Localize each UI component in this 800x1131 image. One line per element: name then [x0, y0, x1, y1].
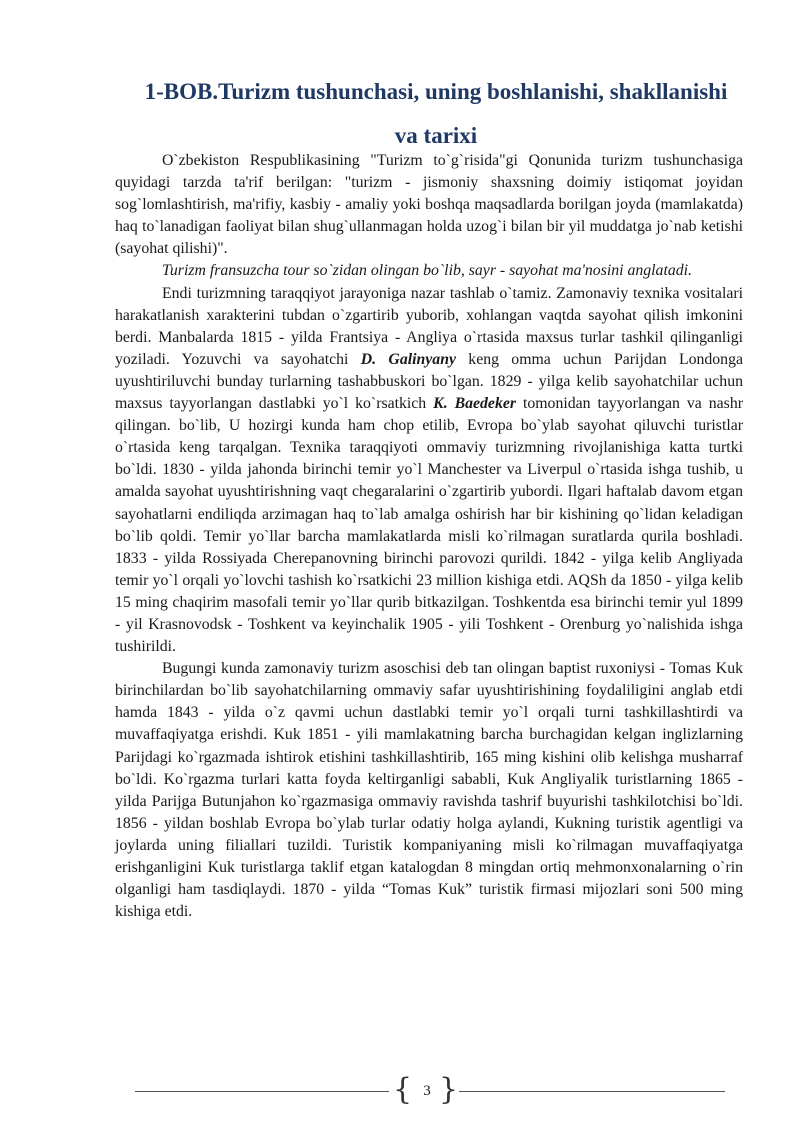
paragraph-history	[115, 283, 743, 659]
paragraph-law-definition: O`zbekiston Respublikasining "Turizm to`g`risida"gi Qonunida turizm tushunchasiga quyidagi tarzda ta'rif berilgan: "turizm - jismoniy shaxsning doimiy istiqomat joyidan sog`lomlashtirish, ma'rifiy, kasbiy - amaliy yoki boshqa maqsadlarda borilgan joyda (mamlakatda) haq to`lanadigan faoliyat bilan shug`ullanmagan holda uzog`i bilan bir yil muddatga jo`nab ketishi (sayohat qilishi)".	[115, 152, 743, 258]
paragraph-history-part-a: Endi turizmning taraqqiyot jarayoniga nazar tashlab o`tamiz. Zamonaviy texnika vositalari harakatlanish xarakterini tubdan o`zgartirib yuborib, xohlangan vaqtda sayohat qilish imkonini berdi. Manbalarda 1815 - yilda Frantsiya - Angliya o`rtasida maxsus turlar tashkil qilinganligi yoziladi. Yozuvchi va sayohatchi	[115, 284, 743, 368]
paragraph-history-part-b: keng omma uchun Parijdan Londonga uyushtiriluvchi bunday turlarning tashabbuskori bo`lgan. 1829 - yilga kelib sayohatchilar uchun maxsus tayyorlangan dastlabki yo`l ko`rsatkich	[115, 350, 743, 413]
chapter-title	[96, 70, 776, 158]
paragraph-history-part-c: tomonidan tayyorlangan va nashr qilingan. bo`lib, U hozirgi kunda ham chop etilib, Evropa bo`ylab sayohat qiluvchi turistlar o`rtasida keng tarqalgan. Texnika taraqqiyoti ommaviy turizmning rivojlanishiga katta turtki bo`ldi. 1830 - yilda jahonda birinchi temir yo`l Manchester va Liverpul o`rtasida ishga tushib, u amalda sayohat uyushtirishning vaqt chegaralarini o`zgartirib yubordi. Ilgari haftalab davom etgan sayohatlarni endiliqda arzimagan haq to`lab amalga oshirish har bir kishining qo`lidan keladigan bo`lib qoldi. Temir yo`llar barcha mamlakatlarda misli ko`rilmagan suratlarda qurila boshladi. 1833 - yilda Rossiyada Cherepanovning birinchi parovozi qurildi. 1842 - yilga kelib Angliyada temir yo`l orqali yo`lovchi tashish ko`rsatkichi 23 million kishiga etdi. AQSh da 1850 - yilga kelib 15 ming chaqirim masofali temir yo`llar qurib bitkazilgan. Toshkentda esa birinchi temir yul 1899 - yil Krasnovodsk - Toshkent va keyinchalik 1905 - yili Toshkent - Orenburg yo`nalishida ishga tushirildi.	[115, 395, 743, 656]
chapter-title-line-1: 1-BOB.Turizm tushunchasi, uning boshlanishi, shakllanishi	[144, 79, 728, 104]
paragraph-etymology: Turizm fransuzcha tour so`zidan olingan bo`lib, sayr - sayohat ma'nosini anglatadi.	[162, 262, 692, 280]
page-footer	[135, 1072, 725, 1112]
person-name-baedeker: K. Baedeker	[433, 395, 517, 413]
footer-brace-open: {	[393, 1072, 413, 1107]
footer-brace-close: }	[439, 1072, 459, 1107]
body-text	[115, 150, 743, 923]
footer-rule-left	[135, 1091, 389, 1092]
paragraph-thomas-cook: Bugungi kunda zamonaviy turizm asoschisi deb tan olingan baptist ruxoniysi - Tomas Kuk birinchilardan bo`lib sayohatchilarning ommaviy safar uyushtirishining foydaliligini anglab etdi hamda 1843 - yilda o`z qavmi uchun dastlabki temir yo`l orqali turni tashkillashtirdi va muvaffaqiyatga erishdi. Kuk 1851 - yili mamlakatning barcha burchagidan kelgan inglizlarning Parijdagi ko`rgazmada ishtirok etishini tashkillashtirib, 165 ming kishini olib kelishga musharraf bo`ldi. Ko`rgazma turlari katta foyda keltirganligi sababli, Kuk Angliyalik turistlarning 1865 - yilda Parijga Butunjahon ko`rgazmasiga ommaviy ravishda tashrif buyurishi tashkilotchisi bo`ldi. 1856 - yildan boshlab Evropa bo`ylab turlar odatiy holga aylandi, Kukning turistik agentligi va joylarda uning filiallari tuzildi. Turistik kompaniyaning misli ko`rilmagan muvaffaqiyatga erishganligini Kuk turistlarga taklif etgan katalogdan 8 mingdan ortiq mehmonxonalarning o`rin olganligi ham tasdiqlaydi. 1870 - yilda “Tomas Kuk” turistik firmasi mijozlari soni 500 ming kishiga etdi.	[115, 660, 743, 921]
person-name-galinyany: D. Galinyany	[360, 350, 456, 368]
chapter-title-line-2: va tarixi	[394, 123, 478, 148]
page-number: 3	[423, 1083, 431, 1099]
footer-rule-right	[459, 1091, 725, 1092]
